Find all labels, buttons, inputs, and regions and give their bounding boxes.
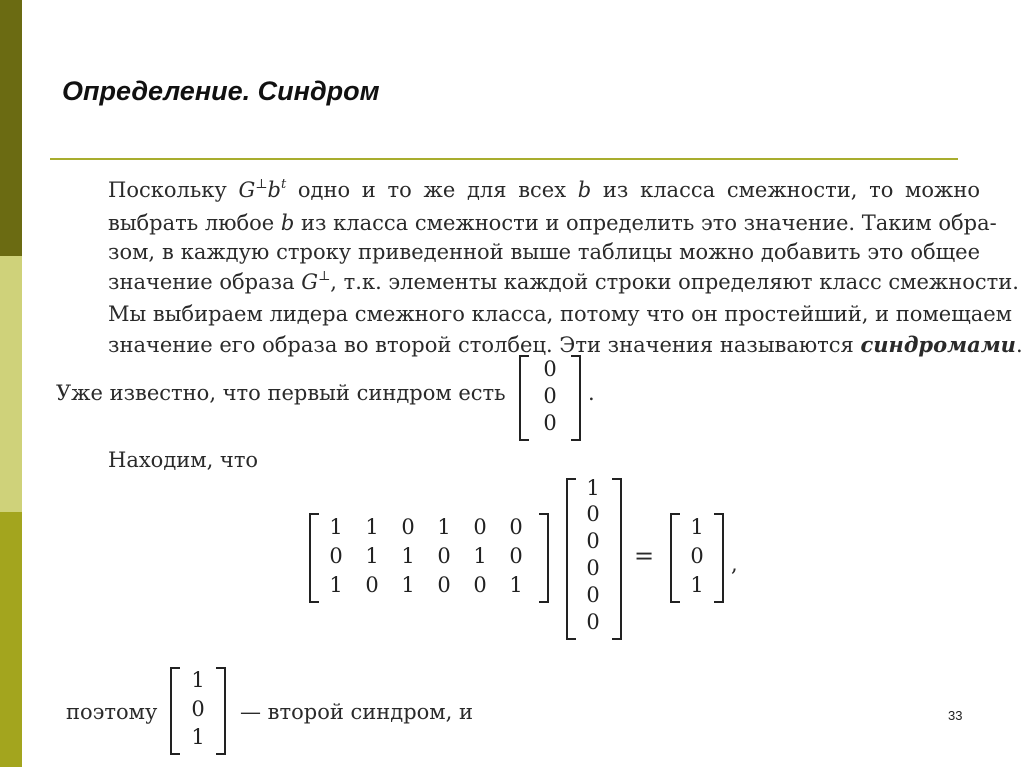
matrix-cell: 0: [509, 544, 523, 568]
right-bracket: [714, 513, 724, 603]
vector-cell: 1: [690, 515, 704, 539]
paragraph-line-4: значение образа G⊥, т.к. элементы каждой строки определяют класс смежности.: [108, 268, 1019, 294]
matrix-cell: 1: [365, 544, 379, 568]
conclusion-prefix: поэтому: [66, 700, 158, 724]
paragraph-line-2: выбрать любое b из класса смежности и определить это значение. Таким обра-: [108, 210, 997, 235]
vector-cell: 0: [586, 529, 600, 553]
sidebar-segment-light: [0, 256, 22, 512]
matrix-cell: 0: [473, 515, 487, 539]
result-comma: ,: [731, 552, 738, 576]
vector-cell: 0: [690, 544, 704, 568]
vector-cell: 1: [191, 668, 205, 692]
slide-title: Определение. Синдром: [62, 76, 380, 106]
vector-cell: 0: [543, 384, 557, 408]
vector-cell: 0: [191, 697, 205, 721]
matrix-cell: 0: [509, 515, 523, 539]
sidebar-decoration: [0, 0, 22, 767]
vector-cell: 0: [586, 583, 600, 607]
vector-cell: 0: [543, 357, 557, 381]
body-paragraph: [108, 176, 1023, 360]
title-divider: [50, 158, 958, 160]
left-bracket: [670, 513, 680, 603]
vector-cell: 1: [690, 573, 704, 597]
sidebar-segment-dark: [0, 0, 22, 256]
vector-cell: 0: [586, 502, 600, 526]
paragraph-line-1: Поскольку $G^\perp b^t$ одно и то же для всех b из класса смежности, то можно: [108, 177, 980, 202]
matrix-cell: 0: [437, 573, 451, 597]
vector-cell: 1: [586, 476, 600, 500]
conclusion-suffix: — второй синдром, и: [240, 700, 473, 724]
paragraph-line-6: значение его образа во второй столбец. Эти значения называются синдромами.: [108, 331, 1023, 357]
first-syndrome-vector: [519, 355, 581, 441]
first-syndrome-period: .: [588, 381, 595, 405]
first-syndrome-text: Уже известно, что первый синдром есть: [56, 381, 506, 405]
matrix-cell: 1: [509, 573, 523, 597]
matrix-cell: 1: [365, 515, 379, 539]
matrix-cell: 0: [401, 515, 415, 539]
coset-leader-vector: [566, 478, 622, 640]
left-bracket: [170, 667, 180, 755]
sidebar-segment-mid: [0, 512, 22, 767]
paragraph-line-3: зом, в каждую строку приведенной выше таблицы можно добавить это общее: [108, 240, 980, 264]
matrix-cell: 1: [329, 573, 343, 597]
paragraph-line-5: Мы выбираем лидера смежного класса, потому что он простейший, и помещаем: [108, 302, 1013, 326]
right-bracket: [216, 667, 226, 755]
matrix-cell: 0: [437, 544, 451, 568]
vector-cell: 0: [543, 411, 557, 435]
vector-cell: 0: [586, 610, 600, 634]
matrix-cell: 1: [401, 573, 415, 597]
left-bracket: [309, 513, 319, 603]
equals-sign: =: [634, 542, 655, 570]
right-bracket: [539, 513, 549, 603]
right-bracket: [571, 355, 581, 441]
parity-check-matrix: [309, 513, 549, 603]
matrix-cell: 1: [437, 515, 451, 539]
finding-text: Находим, что: [108, 448, 259, 472]
right-bracket: [612, 478, 622, 640]
left-bracket: [519, 355, 529, 441]
matrix-cell: 1: [329, 515, 343, 539]
vector-cell: 1: [191, 725, 205, 749]
matrix-cell: 0: [329, 544, 343, 568]
conclusion-vector: [170, 667, 226, 755]
second-syndrome-result: [670, 513, 724, 603]
matrix-cell: 0: [473, 573, 487, 597]
matrix-cell: 1: [473, 544, 487, 568]
left-bracket: [566, 478, 576, 640]
term-syndromes: синдромами: [860, 331, 1016, 357]
matrix-cell: 1: [401, 544, 415, 568]
matrix-cell: 0: [365, 573, 379, 597]
page-number: 33: [948, 708, 963, 723]
vector-cell: 0: [586, 556, 600, 580]
